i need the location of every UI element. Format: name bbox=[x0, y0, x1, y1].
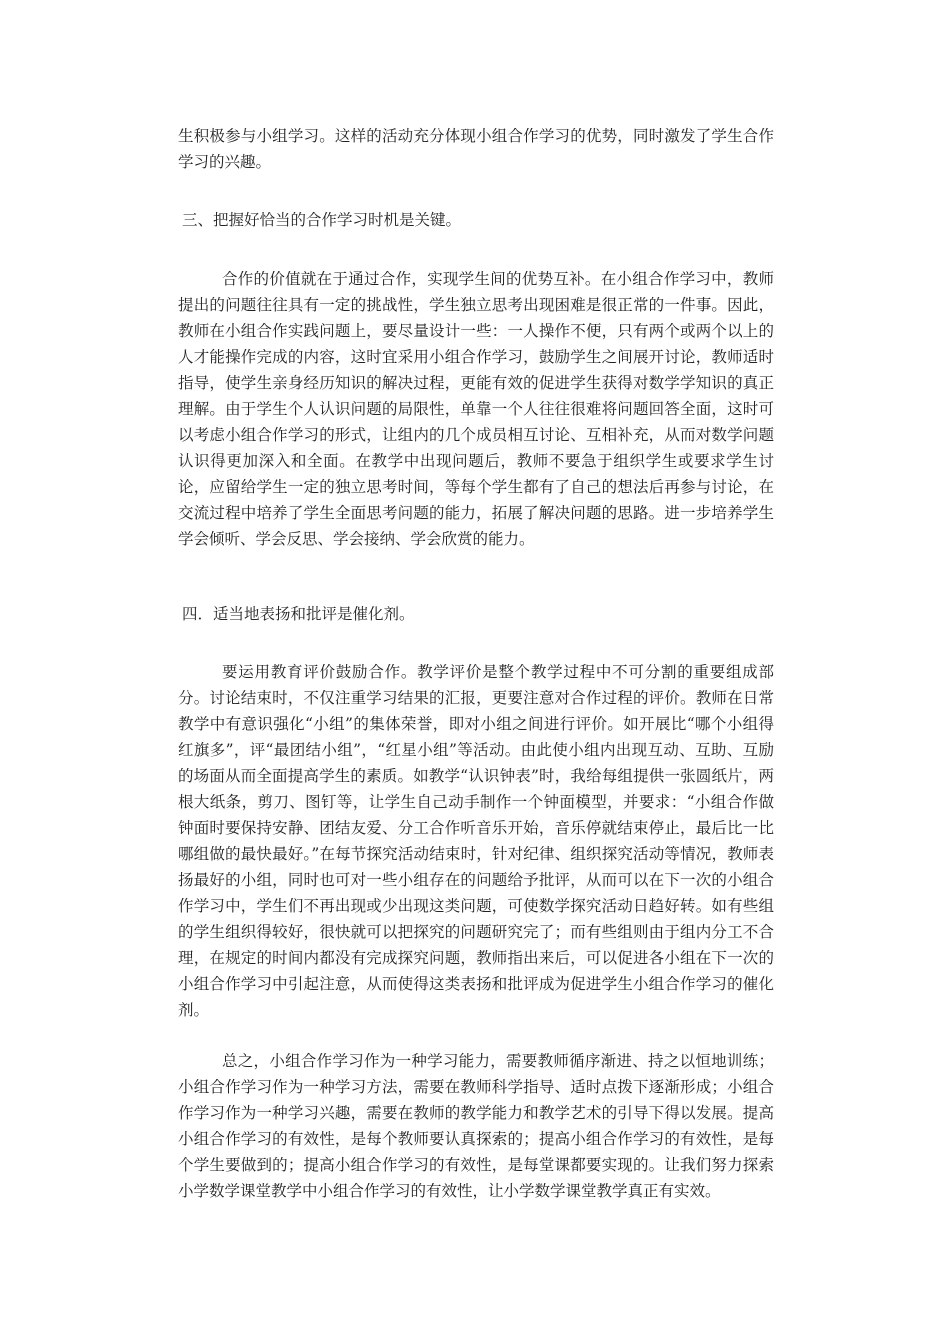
section-three-paragraph: 合作的价值就在于通过合作，实现学生间的优势互补。在小组合作学习中，教师提出的问题往往具有一定的挑战性，学生独立思考出现困难是很正常的一件事。因此，教师在小组合作实践问题上，要尽量设计一些：一人操作不便，只有两个或两个以上的人才能操作完成的内容，这时宜采用小组合作学习，鼓励学生之间展开讨论，教师适时指导，使学生亲身经历知识的解决过程，更能有效的促进学生获得对数学学知识的真正理解。由于学生个人认识问题的局限性，单靠一个人往往很难将问题回答全面，这时可以考虑小组合作学习的形式，让组内的几个成员相互讨论、互相补充，从而对数学问题认识得更加深入和全面。在教学中出现问题后，教师不要急于组织学生或要求学生讨论，应留给学生一定的独立思考时间，等每个学生都有了自己的想法后再参与讨论，在交流过程中培养了学生全面思考问题的能力，拓展了解决问题的思路。进一步培养学生学会倾听、学会反思、学会接纳、学会欣赏的能力。 bbox=[178, 270, 774, 548]
section-four-heading: 四．适当地表扬和批评是催化剂。 bbox=[182, 605, 415, 623]
section-four-paragraph: 要运用教育评价鼓励合作。教学评价是整个教学过程中不可分割的重要组成部分。讨论结束时，不仅注重学习结果的汇报，更要注意对合作过程的评价。教师在日常教学中有意识强化“小组”的集体荣誉，即对小组之间进行评价。如开展比“哪个小组得红旗多”，评“最团结小组”，“红星小组”等活动。由此使小组内出现互动、互助、互励的场面从而全面提高学生的素质。如教学“认识钟表”时，我给每组提供一张圆纸片，两根大纸条，剪刀、图钉等，让学生自己动手制作一个钟面模型，并要求：“小组合作做钟面时要保持安静、团结友爱、分工合作听音乐开始，音乐停就结束停止，最后比一比哪组做的最快最好。”在每节探究活动结束时，针对纪律、组织探究活动等情况，教师表扬最好的小组，同时也可对一些小组存在的问题给予批评，从而可以在下一次的小组合作学习中，学生们不再出现或少出现这类问题，可使数学探究活动日趋好转。如有些组的学生组织得较好，很快就可以把探究的问题研究完了；而有些组则由于组内分工不合理，在规定的时间内都没有完成探究问题，教师指出来后，可以促进各小组在下一次的小组合作学习中引起注意，从而使得这类表扬和批评成为促进学生小组合作学习的催化剂。 bbox=[178, 663, 774, 1019]
section-three-heading: 三、把握好恰当的合作学习时机是关键。 bbox=[182, 211, 462, 229]
summary-paragraph: 总之，小组合作学习作为一种学习能力，需要教师循序渐进、持之以恒地训练；小组合作学习作为一种学习方法，需要在教师科学指导、适时点拨下逐渐形成；小组合作学习作为一种学习兴趣，需要在教师的教学能力和教学艺术的引导下得以发展。提高小组合作学习的有效性，是每个教师要认真探索的；提高小组合作学习的有效性，是每个学生要做到的；提高小组合作学习的有效性，是每堂课都要实现的。让我们努力探索小学数学课堂教学中小组合作学习的有效性，让小学数学课堂教学真正有实效。 bbox=[178, 1052, 774, 1200]
intro-paragraph: 生积极参与小组学习。这样的活动充分体现小组合作学习的优势，同时激发了学生合作学习的兴趣。 bbox=[178, 127, 774, 171]
